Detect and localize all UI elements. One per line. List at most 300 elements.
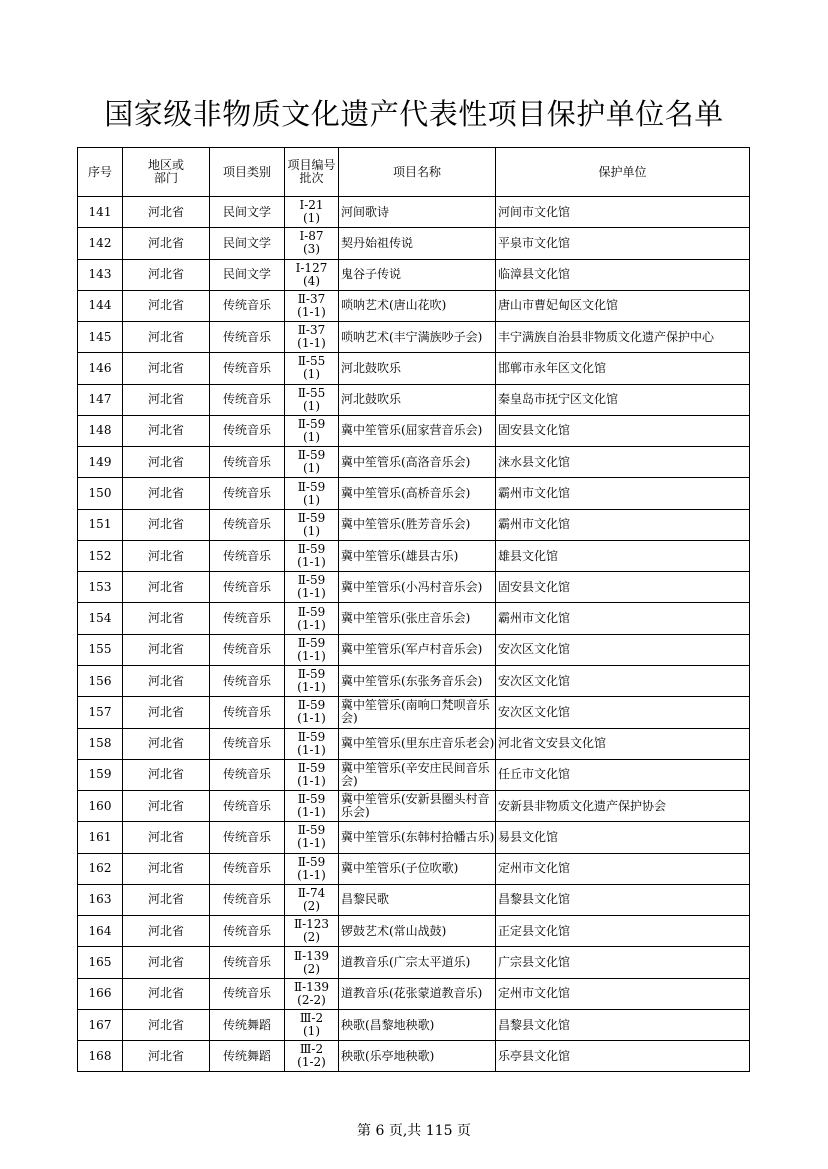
cell-protection-unit (496, 197, 750, 228)
cell-code (285, 322, 339, 353)
project-batch: (1-1) (297, 805, 326, 820)
cell-project-name (339, 1009, 496, 1040)
cell-code (285, 978, 339, 1009)
cell-code (285, 197, 339, 228)
cell-code (285, 509, 339, 540)
project-code: Ⅰ-127 (295, 260, 328, 275)
heritage-table (77, 147, 750, 1072)
cell-seq: 159 (78, 759, 123, 790)
cell-protection-unit (496, 1009, 750, 1040)
cell-protection-unit (496, 728, 750, 759)
table-row (78, 259, 750, 290)
cell-project-name (339, 697, 496, 728)
cell-category: 传统音乐 (210, 947, 285, 978)
cell-seq: 149 (78, 447, 123, 478)
project-code: Ⅱ-59 (297, 604, 326, 619)
cell-project-name (339, 791, 496, 822)
cell-category: 传统音乐 (210, 322, 285, 353)
cell-category: 民间文学 (210, 259, 285, 290)
table-row (78, 947, 750, 978)
cell-region: 河北省 (123, 728, 210, 759)
cell-seq: 145 (78, 322, 123, 353)
project-code: Ⅱ-37 (297, 323, 326, 338)
cell-seq: 154 (78, 603, 123, 634)
project-code: Ⅱ-139 (293, 979, 330, 994)
cell-protection-unit (496, 353, 750, 384)
project-name: 冀中笙管乐(里东庄音乐老会) (341, 736, 495, 751)
cell-region: 河北省 (123, 822, 210, 853)
cell-protection-unit (496, 540, 750, 571)
cell-category: 传统音乐 (210, 634, 285, 665)
project-batch: (1) (303, 1024, 320, 1039)
cell-project-name (339, 759, 496, 790)
cell-seq: 168 (78, 1041, 123, 1072)
protection-unit: 丰宁满族自治县非物质文化遗产保护中心 (498, 329, 715, 344)
project-code: Ⅱ-59 (297, 479, 326, 494)
protection-unit: 河间市文化馆 (498, 204, 571, 219)
cell-protection-unit (496, 697, 750, 728)
cell-project-name (339, 259, 496, 290)
project-name: 锣鼓艺术(常山战鼓) (341, 923, 447, 938)
project-batch: (1-1) (297, 304, 326, 319)
header-category: 项目类别 (210, 148, 285, 197)
cell-project-name (339, 478, 496, 509)
cell-code (285, 728, 339, 759)
table-row (78, 634, 750, 665)
cell-code (285, 228, 339, 259)
cell-category: 传统音乐 (210, 384, 285, 415)
table-row (78, 884, 750, 915)
project-code: Ⅱ-59 (297, 729, 326, 744)
cell-category: 传统音乐 (210, 884, 285, 915)
cell-project-name (339, 540, 496, 571)
cell-protection-unit (496, 228, 750, 259)
cell-region: 河北省 (123, 853, 210, 884)
cell-project-name (339, 572, 496, 603)
header-seq: 序号 (78, 148, 123, 197)
protection-unit: 广宗县文化馆 (498, 955, 571, 969)
cell-region: 河北省 (123, 1009, 210, 1040)
table-row (78, 509, 750, 540)
cell-protection-unit (496, 509, 750, 540)
cell-code (285, 822, 339, 853)
project-name: 唢呐艺术(唐山花吹) (341, 298, 447, 313)
cell-region: 河北省 (123, 478, 210, 509)
project-code: Ⅱ-59 (297, 792, 326, 807)
cell-category: 传统音乐 (210, 728, 285, 759)
cell-seq: 164 (78, 916, 123, 947)
table-row (78, 228, 750, 259)
table-row (78, 603, 750, 634)
project-code: Ⅱ-59 (297, 416, 326, 431)
cell-category: 传统音乐 (210, 509, 285, 540)
project-name: 冀中笙管乐(高洛音乐会) (341, 454, 471, 469)
project-name: 秧歌(昌黎地秧歌) (341, 1017, 435, 1032)
protection-unit: 固安县文化馆 (498, 423, 571, 438)
document-title: 国家级非物质文化遗产代表性项目保护单位名单 (104, 97, 724, 131)
project-name: 河北鼓吹乐 (341, 360, 402, 375)
protection-unit: 涞水县文化馆 (498, 454, 571, 469)
table-row (78, 665, 750, 696)
cell-seq: 151 (78, 509, 123, 540)
project-batch: (1) (303, 211, 320, 226)
protection-unit: 霸州市文化馆 (498, 517, 571, 532)
project-name: 河北鼓吹乐 (341, 392, 402, 407)
project-name: 冀中笙管乐(东张务音乐会) (341, 673, 483, 688)
cell-project-name (339, 916, 496, 947)
cell-code (285, 1009, 339, 1040)
cell-code (285, 290, 339, 321)
cell-region: 河北省 (123, 791, 210, 822)
cell-category: 传统音乐 (210, 759, 285, 790)
project-batch: (1) (303, 461, 320, 476)
cell-region: 河北省 (123, 759, 210, 790)
cell-code (285, 884, 339, 915)
protection-unit: 乐亭县文化馆 (498, 1048, 571, 1063)
table-row (78, 791, 750, 822)
cell-seq: 162 (78, 853, 123, 884)
cell-protection-unit (496, 447, 750, 478)
project-code: Ⅱ-59 (297, 854, 326, 869)
cell-region: 河北省 (123, 447, 210, 478)
project-batch: (1-1) (297, 742, 326, 757)
cell-category: 传统音乐 (210, 447, 285, 478)
protection-unit: 昌黎县文化馆 (498, 892, 571, 907)
project-batch: (1) (303, 429, 320, 444)
project-batch: (2-2) (297, 992, 326, 1007)
protection-unit: 临漳县文化馆 (498, 267, 571, 282)
project-batch: (1-1) (297, 648, 326, 663)
table-row (78, 822, 750, 853)
protection-unit: 霸州市文化馆 (498, 486, 571, 501)
cell-project-name (339, 197, 496, 228)
project-code: Ⅱ-74 (297, 885, 326, 900)
cell-category: 传统音乐 (210, 603, 285, 634)
project-name: 冀中笙管乐(东韩村拾幡古乐) (341, 829, 495, 844)
table-row (78, 978, 750, 1009)
cell-seq: 155 (78, 634, 123, 665)
cell-region: 河北省 (123, 697, 210, 728)
cell-code (285, 916, 339, 947)
table-row (78, 697, 750, 728)
project-code: Ⅱ-55 (297, 354, 326, 369)
cell-seq: 147 (78, 384, 123, 415)
cell-protection-unit (496, 1041, 750, 1072)
project-batch: (1-1) (297, 555, 326, 570)
project-batch: (1-1) (297, 773, 326, 788)
protection-unit: 昌黎县文化馆 (498, 1017, 571, 1032)
cell-category: 传统音乐 (210, 290, 285, 321)
cell-code (285, 415, 339, 446)
protection-unit: 安次区文化馆 (498, 704, 571, 719)
cell-category: 传统音乐 (210, 697, 285, 728)
cell-category: 传统音乐 (210, 415, 285, 446)
cell-region: 河北省 (123, 665, 210, 696)
project-code: Ⅲ-2 (299, 1011, 324, 1026)
project-batch: (1-1) (297, 617, 326, 632)
table-row (78, 447, 750, 478)
cell-seq: 163 (78, 884, 123, 915)
cell-code (285, 697, 339, 728)
project-name: 冀中笙管乐(军卢村音乐会) (341, 642, 483, 657)
protection-unit: 安次区文化馆 (498, 673, 571, 688)
cell-protection-unit (496, 759, 750, 790)
cell-category: 传统音乐 (210, 978, 285, 1009)
protection-unit: 秦皇岛市抚宁区文化馆 (498, 392, 619, 407)
protection-unit: 安新县非物质文化遗产保护协会 (498, 798, 667, 813)
cell-protection-unit (496, 634, 750, 665)
project-batch: (1-1) (297, 336, 326, 351)
cell-code (285, 540, 339, 571)
project-name: 道教音乐(花张蒙道教音乐) (341, 986, 483, 1001)
cell-project-name (339, 322, 496, 353)
project-name: 冀中笙管乐(子位吹歌) (341, 861, 459, 876)
cell-protection-unit (496, 572, 750, 603)
project-batch: (4) (303, 273, 320, 288)
cell-seq: 156 (78, 665, 123, 696)
cell-protection-unit (496, 822, 750, 853)
project-batch: (2) (303, 961, 320, 976)
cell-project-name (339, 415, 496, 446)
table-row (78, 415, 750, 446)
cell-region: 河北省 (123, 978, 210, 1009)
cell-seq: 144 (78, 290, 123, 321)
project-name: 冀中笙管乐(胜芳音乐会) (341, 517, 471, 532)
cell-project-name (339, 603, 496, 634)
cell-category: 传统音乐 (210, 478, 285, 509)
cell-project-name (339, 978, 496, 1009)
cell-protection-unit (496, 947, 750, 978)
cell-project-name (339, 822, 496, 853)
cell-seq: 160 (78, 791, 123, 822)
project-name: 冀中笙管乐(小冯村音乐会) (341, 579, 483, 594)
protection-unit: 河北省文安县文化馆 (498, 736, 607, 751)
project-batch: (1-1) (297, 586, 326, 601)
project-name: 冀中笙管乐(雄县古乐) (341, 548, 459, 563)
project-code: Ⅰ-21 (299, 198, 324, 213)
page-footer: 第 6 页,共 115 页 (357, 1123, 471, 1139)
cell-category: 传统舞蹈 (210, 1041, 285, 1072)
header-region-line1: 地区或 (147, 158, 184, 172)
table-row (78, 572, 750, 603)
cell-protection-unit (496, 665, 750, 696)
header-region-line2: 部门 (153, 171, 178, 185)
cell-region: 河北省 (123, 603, 210, 634)
project-name: 昌黎民歌 (341, 892, 390, 907)
cell-project-name (339, 634, 496, 665)
project-name: 冀中笙管乐(辛安庄民间音乐会) (341, 760, 490, 788)
cell-protection-unit (496, 853, 750, 884)
cell-seq: 143 (78, 259, 123, 290)
cell-region: 河北省 (123, 353, 210, 384)
cell-seq: 153 (78, 572, 123, 603)
protection-unit: 正定县文化馆 (498, 923, 571, 938)
cell-project-name (339, 290, 496, 321)
project-code: Ⅱ-59 (297, 573, 326, 588)
cell-protection-unit (496, 603, 750, 634)
protection-unit: 安次区文化馆 (498, 642, 571, 657)
cell-seq: 158 (78, 728, 123, 759)
cell-protection-unit (496, 884, 750, 915)
header-name: 项目名称 (339, 148, 496, 197)
project-code: Ⅱ-59 (297, 667, 326, 682)
cell-code (285, 447, 339, 478)
project-code: Ⅱ-59 (297, 823, 326, 838)
project-name: 道教音乐(广宗太平道乐) (341, 955, 471, 969)
cell-code (285, 634, 339, 665)
cell-category: 传统音乐 (210, 916, 285, 947)
cell-category: 传统音乐 (210, 572, 285, 603)
cell-code (285, 947, 339, 978)
cell-code (285, 791, 339, 822)
protection-unit: 定州市文化馆 (498, 861, 571, 876)
cell-region: 河北省 (123, 634, 210, 665)
project-batch: (1-1) (297, 836, 326, 851)
project-code: Ⅰ-87 (299, 229, 324, 244)
table-row (78, 540, 750, 571)
cell-region: 河北省 (123, 540, 210, 571)
cell-region: 河北省 (123, 228, 210, 259)
project-code: Ⅱ-139 (293, 948, 330, 963)
cell-project-name (339, 728, 496, 759)
protection-unit: 定州市文化馆 (498, 986, 571, 1001)
cell-protection-unit (496, 290, 750, 321)
cell-project-name (339, 1041, 496, 1072)
cell-project-name (339, 384, 496, 415)
table-row (78, 384, 750, 415)
project-code: Ⅱ-55 (297, 385, 326, 400)
cell-protection-unit (496, 384, 750, 415)
cell-seq: 152 (78, 540, 123, 571)
cell-region: 河北省 (123, 916, 210, 947)
cell-project-name (339, 353, 496, 384)
cell-seq: 165 (78, 947, 123, 978)
cell-category: 传统音乐 (210, 791, 285, 822)
cell-code (285, 853, 339, 884)
project-batch: (1-2) (297, 1055, 326, 1070)
project-code: Ⅱ-37 (297, 291, 326, 306)
project-batch: (3) (303, 242, 320, 257)
cell-category: 传统音乐 (210, 822, 285, 853)
cell-project-name (339, 947, 496, 978)
cell-seq: 148 (78, 415, 123, 446)
project-batch: (1) (303, 367, 320, 382)
table-row (78, 353, 750, 384)
cell-protection-unit (496, 415, 750, 446)
header-unit: 保护单位 (496, 148, 750, 197)
header-region (123, 148, 210, 197)
cell-protection-unit (496, 978, 750, 1009)
project-code: Ⅱ-123 (293, 917, 330, 932)
cell-protection-unit (496, 322, 750, 353)
cell-protection-unit (496, 916, 750, 947)
table-body (78, 197, 750, 1072)
table-row (78, 1009, 750, 1040)
protection-unit: 平泉市文化馆 (498, 235, 571, 250)
project-code: Ⅱ-59 (297, 542, 326, 557)
cell-region: 河北省 (123, 322, 210, 353)
cell-seq: 161 (78, 822, 123, 853)
cell-region: 河北省 (123, 947, 210, 978)
cell-protection-unit (496, 478, 750, 509)
project-batch: (1) (303, 398, 320, 413)
cell-region: 河北省 (123, 415, 210, 446)
protection-unit: 邯郸市永年区文化馆 (498, 360, 607, 375)
cell-seq: 166 (78, 978, 123, 1009)
project-name: 鬼谷子传说 (341, 267, 402, 282)
cell-category: 民间文学 (210, 228, 285, 259)
project-batch: (1-1) (297, 867, 326, 882)
cell-project-name (339, 228, 496, 259)
project-name: 冀中笙管乐(张庄音乐会) (341, 611, 471, 626)
cell-project-name (339, 447, 496, 478)
table-row (78, 478, 750, 509)
table-row (78, 322, 750, 353)
project-name: 冀中笙管乐(南响口梵呗音乐会) (341, 698, 490, 726)
table-row (78, 853, 750, 884)
cell-region: 河北省 (123, 884, 210, 915)
project-code: Ⅱ-59 (297, 448, 326, 463)
project-name: 冀中笙管乐(安新县圈头村音乐会) (341, 792, 490, 820)
cell-region: 河北省 (123, 509, 210, 540)
project-code: Ⅱ-59 (297, 510, 326, 525)
header-code-line2: 批次 (299, 171, 324, 185)
cell-code (285, 259, 339, 290)
cell-code (285, 603, 339, 634)
cell-region: 河北省 (123, 384, 210, 415)
cell-protection-unit (496, 791, 750, 822)
table-row (78, 1041, 750, 1072)
cell-seq: 146 (78, 353, 123, 384)
table-row (78, 728, 750, 759)
project-batch: (1-1) (297, 680, 326, 695)
table-row (78, 290, 750, 321)
cell-code (285, 665, 339, 696)
table-row (78, 916, 750, 947)
cell-category: 传统音乐 (210, 353, 285, 384)
cell-category: 民间文学 (210, 197, 285, 228)
header-code-line1: 项目编号 (287, 158, 336, 172)
protection-unit: 任丘市文化馆 (498, 767, 571, 782)
table-row (78, 197, 750, 228)
project-code: Ⅱ-59 (297, 635, 326, 650)
project-name: 契丹始祖传说 (341, 235, 414, 250)
project-name: 秧歌(乐亭地秧歌) (341, 1048, 435, 1063)
project-code: Ⅲ-2 (299, 1042, 324, 1057)
project-name: 河间歌诗 (341, 204, 390, 219)
protection-unit: 易县文化馆 (498, 829, 559, 844)
project-batch: (2) (303, 930, 320, 945)
cell-code (285, 759, 339, 790)
project-code: Ⅱ-59 (297, 698, 326, 713)
project-batch: (1-1) (297, 711, 326, 726)
project-name: 冀中笙管乐(高桥音乐会) (341, 486, 471, 501)
project-name: 冀中笙管乐(屈家营音乐会) (341, 423, 483, 438)
cell-region: 河北省 (123, 1041, 210, 1072)
header-code (285, 148, 339, 197)
cell-region: 河北省 (123, 259, 210, 290)
protection-unit: 雄县文化馆 (498, 548, 559, 563)
heritage-table-container (77, 147, 750, 1072)
protection-unit: 唐山市曹妃甸区文化馆 (498, 298, 619, 313)
cell-code (285, 384, 339, 415)
cell-seq: 157 (78, 697, 123, 728)
project-batch: (1) (303, 492, 320, 507)
project-batch: (2) (303, 898, 320, 913)
cell-seq: 167 (78, 1009, 123, 1040)
cell-region: 河北省 (123, 572, 210, 603)
cell-region: 河北省 (123, 197, 210, 228)
